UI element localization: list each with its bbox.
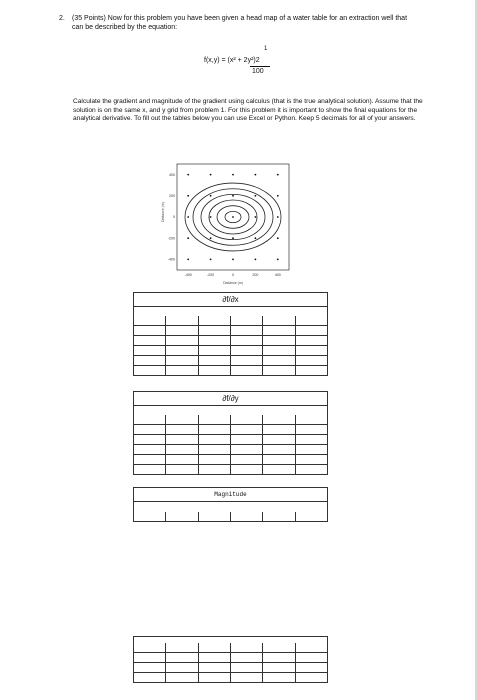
- grid-point: [187, 195, 189, 197]
- table-magnitude: [133, 487, 328, 522]
- table-cell: [230, 336, 262, 345]
- x-tick-label: 400: [274, 273, 281, 277]
- table-cell: [262, 445, 294, 454]
- table-cell: [134, 663, 165, 672]
- grid-point: [187, 259, 189, 261]
- y-tick-label: 200: [169, 194, 175, 198]
- table-cell: [165, 653, 197, 662]
- equation-exponent: 1: [264, 46, 268, 52]
- table-cell: [295, 445, 327, 454]
- table-row: [134, 643, 327, 652]
- table-cell: [295, 663, 327, 672]
- table-row: [134, 662, 327, 672]
- table-cell: [295, 415, 327, 424]
- table-row: [134, 424, 327, 434]
- equation-expression: (x² + 2y²): [227, 57, 256, 64]
- table-cell: [165, 316, 197, 325]
- table-row: [134, 355, 327, 365]
- table-cell: [262, 425, 294, 434]
- table-cell: [230, 643, 262, 652]
- table-cell: [262, 415, 294, 424]
- table-cell: [230, 415, 262, 424]
- y-tick-label: 0: [173, 215, 175, 220]
- table-cell: [230, 435, 262, 444]
- table-cell: [295, 673, 327, 682]
- table-cell: [230, 663, 262, 672]
- problem-text: (35 Points) Now for this problem you have been given a head map of a water table for an extraction well that can be described by the equation:: [72, 15, 408, 31]
- grid-point: [255, 174, 257, 176]
- equation: [204, 46, 324, 78]
- table-cell: [230, 366, 262, 375]
- table-cell: [165, 663, 197, 672]
- grid-point: [187, 216, 189, 218]
- table-cell: [230, 356, 262, 365]
- table-cell: [230, 316, 262, 325]
- table-row: [134, 316, 327, 325]
- table-cell: [165, 366, 197, 375]
- table-cell: [295, 336, 327, 345]
- table-cell: [134, 425, 165, 434]
- table-cell: [262, 673, 294, 682]
- table-cell: [134, 435, 165, 444]
- grid-point: [232, 237, 234, 239]
- table-grid: [134, 316, 327, 375]
- table-cell: [230, 445, 262, 454]
- grid-point: [210, 195, 212, 197]
- table-cell: [165, 673, 197, 682]
- table-cell: [295, 346, 327, 355]
- table-cell: [134, 346, 165, 355]
- table-cell: [262, 512, 294, 521]
- table-cell: [198, 366, 230, 375]
- table-df-dy: [133, 391, 328, 475]
- table-cell: [165, 465, 197, 474]
- y-tick-label: -400: [167, 257, 175, 262]
- grid-point: [232, 216, 234, 218]
- table-cell: [295, 643, 327, 652]
- table-cell: [134, 512, 165, 521]
- contour-plot: [159, 160, 299, 285]
- table-cell: [134, 455, 165, 464]
- table-cell: [134, 445, 165, 454]
- table-cell: [262, 455, 294, 464]
- table-cell: [230, 346, 262, 355]
- table-cell: [295, 435, 327, 444]
- table-cell: [230, 326, 262, 335]
- x-tick-label: 200: [252, 273, 259, 277]
- table-cell: [262, 435, 294, 444]
- table-cell: [230, 653, 262, 662]
- equation-root: 2: [255, 57, 260, 64]
- table-cell: [134, 643, 165, 652]
- table-cell: [262, 643, 294, 652]
- table-cell: [134, 465, 165, 474]
- table-cell: [262, 326, 294, 335]
- table-row: [134, 415, 327, 424]
- table-cell: [295, 465, 327, 474]
- plot-ylabel: Distance (m): [161, 202, 165, 222]
- table-cell: [165, 435, 197, 444]
- table-cell: [134, 356, 165, 365]
- table-cell: [295, 425, 327, 434]
- table-cell: [198, 663, 230, 672]
- table-cell: [165, 415, 197, 424]
- table-cell: [262, 663, 294, 672]
- grid-point: [187, 237, 189, 239]
- table-row: [134, 652, 327, 662]
- table-cell: [295, 455, 327, 464]
- table-cell: [198, 316, 230, 325]
- grid-point: [187, 174, 189, 176]
- table-cell: [134, 415, 165, 424]
- table-cell: [198, 445, 230, 454]
- table-cell: [134, 326, 165, 335]
- table-row: [134, 464, 327, 474]
- table-cell: [295, 316, 327, 325]
- x-tick-label: -200: [206, 273, 215, 277]
- table-cell: [134, 653, 165, 662]
- table-cell: [198, 643, 230, 652]
- table-cell: [198, 346, 230, 355]
- table-cell: [165, 455, 197, 464]
- instructions: Calculate the gradient and magnitude of the gradient using calculus (that is the true analytical solution). Assume that the solution is on the same x, and y grid from problem 1. For this problem it is important to show the final equations for the analytical derivative. To fill out the tables below you can use Excel or Python. Keep 5 decimals for all of your answers.: [73, 98, 423, 123]
- table-grid: [134, 415, 327, 474]
- table-cell: [295, 512, 327, 521]
- table-cell: [198, 336, 230, 345]
- table-title: ∂f/∂x: [134, 293, 327, 307]
- grid-point: [210, 259, 212, 261]
- grid-point: [255, 216, 257, 218]
- table-cell: [230, 465, 262, 474]
- table-cell: [230, 673, 262, 682]
- table-cell: [198, 356, 230, 365]
- table-row: [134, 512, 327, 521]
- table-cell: [262, 356, 294, 365]
- grid-point: [277, 174, 279, 176]
- table-cell: [262, 653, 294, 662]
- table-bottom: [133, 636, 328, 683]
- grid-point: [232, 259, 234, 261]
- table-cell: [165, 425, 197, 434]
- table-title: Magnitude: [134, 488, 327, 502]
- table-cell: [134, 336, 165, 345]
- y-tick-label: -200: [167, 236, 175, 241]
- plot-xlabel: Distance (m): [223, 281, 243, 285]
- table-grid: [134, 643, 327, 682]
- table-cell: [198, 415, 230, 424]
- grid-point: [277, 216, 279, 218]
- table-cell: [262, 366, 294, 375]
- table-cell: [295, 356, 327, 365]
- table-grid: [134, 512, 327, 521]
- problem-number: 2.: [59, 15, 65, 22]
- grid-point: [277, 259, 279, 261]
- table-cell: [134, 366, 165, 375]
- table-cell: [262, 336, 294, 345]
- grid-point: [210, 237, 212, 239]
- table-cell: [262, 316, 294, 325]
- grid-point: [232, 174, 234, 176]
- table-cell: [198, 435, 230, 444]
- table-row: [134, 672, 327, 682]
- grid-point: [255, 237, 257, 239]
- fraction-bar: [250, 66, 270, 67]
- table-cell: [230, 512, 262, 521]
- table-cell: [198, 653, 230, 662]
- table-cell: [134, 316, 165, 325]
- table-cell: [165, 512, 197, 521]
- table-cell: [198, 512, 230, 521]
- table-cell: [198, 425, 230, 434]
- table-title: ∂f/∂y: [134, 392, 327, 406]
- table-cell: [165, 643, 197, 652]
- table-cell: [198, 326, 230, 335]
- table-row: [134, 365, 327, 375]
- table-row: [134, 345, 327, 355]
- table-cell: [165, 445, 197, 454]
- x-tick-label: 0: [232, 273, 234, 277]
- grid-point: [232, 195, 234, 197]
- grid-point: [277, 237, 279, 239]
- table-row: [134, 434, 327, 444]
- table-cell: [295, 653, 327, 662]
- table-cell: [230, 455, 262, 464]
- grid-point: [210, 174, 212, 176]
- contour-plot-svg: [159, 160, 299, 285]
- table-cell: [262, 465, 294, 474]
- table-cell: [295, 366, 327, 375]
- x-tick-label: -400: [184, 273, 192, 277]
- table-cell: [230, 425, 262, 434]
- table-row: [134, 325, 327, 335]
- table-cell: [165, 336, 197, 345]
- table-row: [134, 335, 327, 345]
- table-row: [134, 444, 327, 454]
- table-cell: [165, 326, 197, 335]
- table-cell: [198, 455, 230, 464]
- table-row: [134, 454, 327, 464]
- grid-point: [255, 195, 257, 197]
- table-cell: [165, 346, 197, 355]
- y-tick-label: 400: [169, 172, 175, 177]
- equation-lhs: f(x,y) =: [204, 57, 228, 64]
- table-cell: [262, 346, 294, 355]
- table-cell: [198, 465, 230, 474]
- grid-point: [210, 216, 212, 218]
- grid-point: [277, 195, 279, 197]
- table-cell: [165, 356, 197, 365]
- equation-main: [204, 57, 260, 64]
- equation-denominator: 100: [252, 68, 264, 75]
- table-df-dx: [133, 292, 328, 376]
- table-cell: [198, 673, 230, 682]
- table-cell: [295, 326, 327, 335]
- grid-point: [255, 259, 257, 261]
- table-cell: [134, 673, 165, 682]
